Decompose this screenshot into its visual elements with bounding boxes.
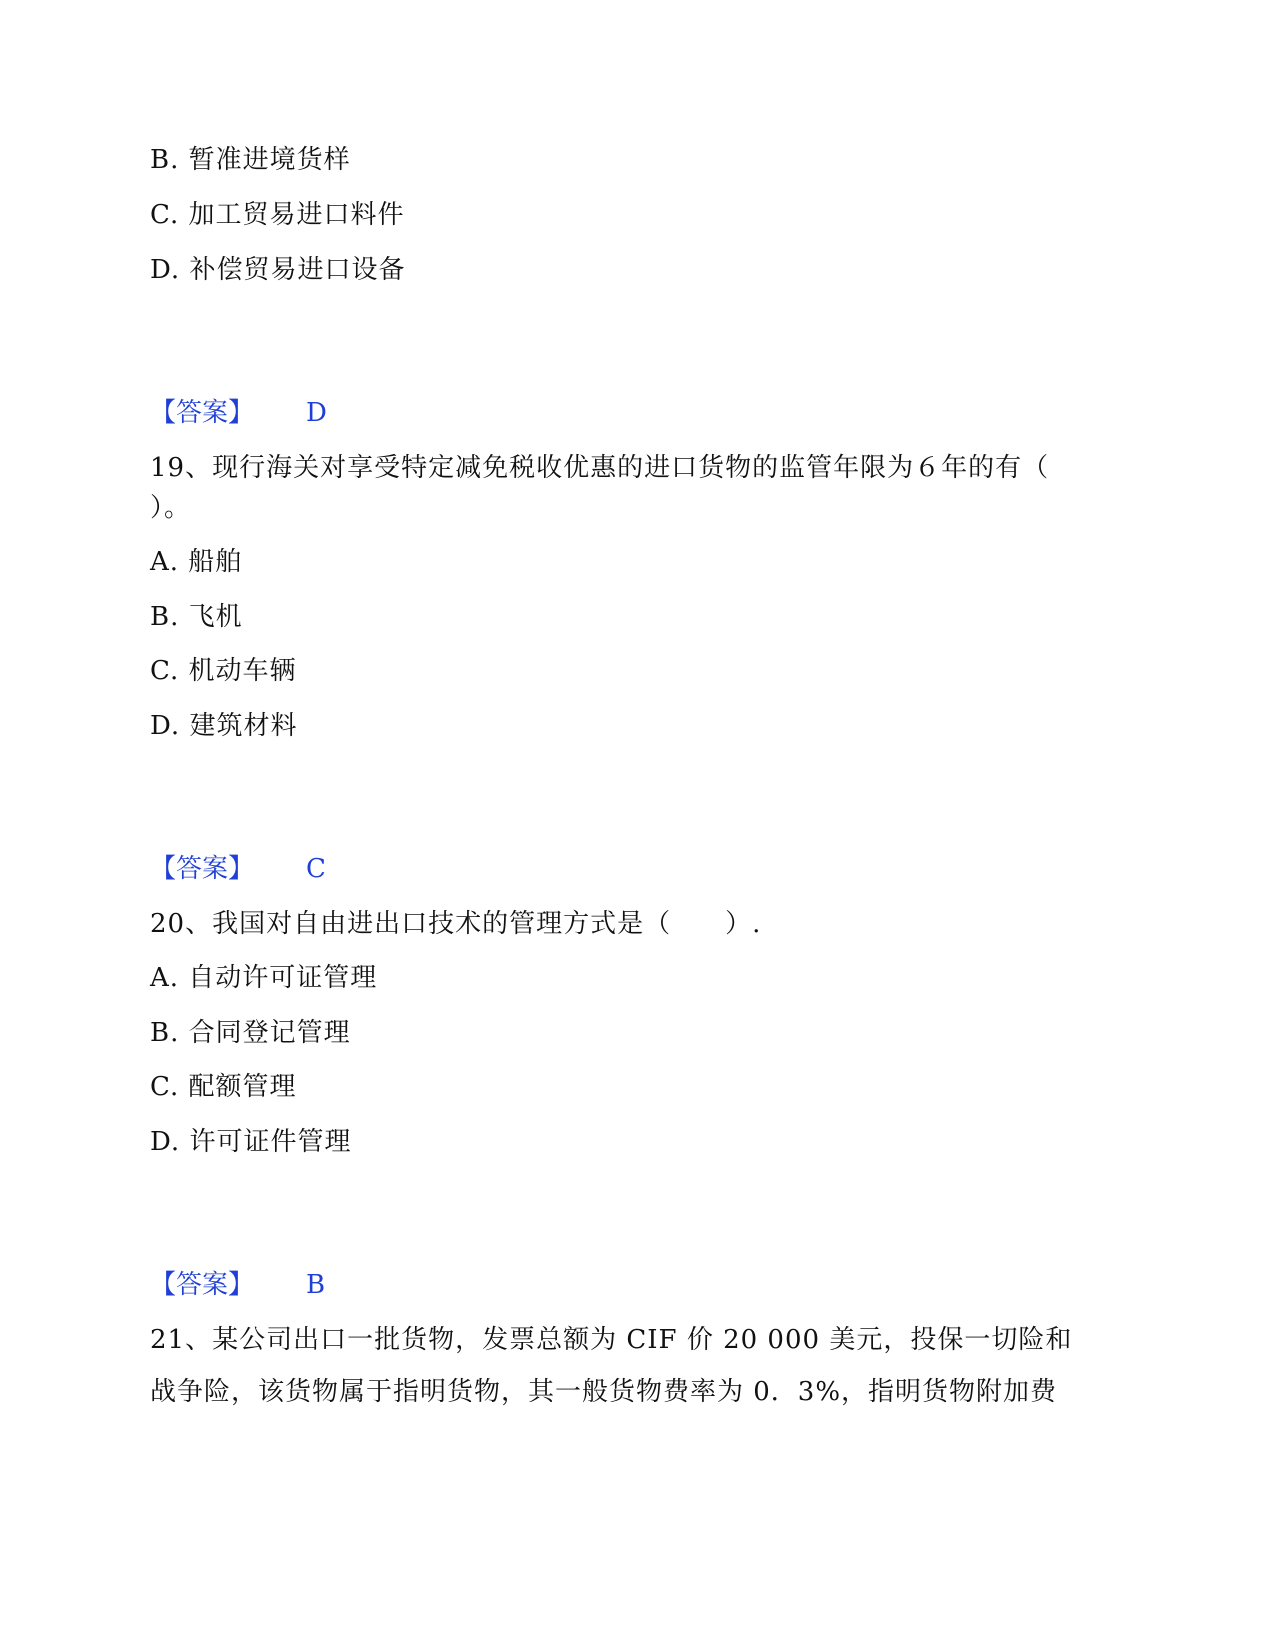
answer-tag: 【答案】 — [150, 398, 255, 428]
q18-option-b: B. 暂准进境货样 — [150, 145, 351, 175]
q19-option-c: C. 机动车辆 — [150, 656, 297, 686]
q20-option-a: A. 自动许可证管理 — [150, 963, 378, 993]
q19-question-line2: ）。 — [150, 493, 192, 523]
q19-option-a: A. 船舶 — [150, 547, 243, 577]
q19-answer — [150, 853, 326, 885]
q19-question-line1: 19、现行海关对享受特定减免税收优惠的进口货物的监管年限为６年的有（ — [150, 453, 1050, 483]
answer-tag: 【答案】 — [150, 854, 255, 884]
q21-question-line2: 战争险，该货物属于指明货物，其一般货物费率为 0．3%，指明货物附加费 — [150, 1377, 1058, 1407]
answer-value: B — [306, 1270, 326, 1300]
answer-value: D — [306, 398, 327, 428]
q20-option-d: D. 许可证件管理 — [150, 1127, 352, 1157]
q19-option-b: B. 飞机 — [150, 602, 243, 632]
q20-option-b: B. 合同登记管理 — [150, 1018, 351, 1048]
q20-question-line1: 20、我国对自由进出口技术的管理方式是（ ）. — [150, 909, 762, 939]
q18-answer — [150, 397, 327, 429]
q20-option-c: C. 配额管理 — [150, 1072, 297, 1102]
q18-option-c: C. 加工贸易进口料件 — [150, 200, 405, 230]
q19-option-d: D. 建筑材料 — [150, 711, 298, 741]
q18-option-d: D. 补偿贸易进口设备 — [150, 255, 406, 285]
q21-question-line1: 21、某公司出口一批货物，发票总额为 CIF 价 20 000 美元，投保一切险和 — [150, 1325, 1073, 1355]
answer-value: C — [306, 854, 326, 884]
answer-tag: 【答案】 — [150, 1270, 255, 1300]
q20-answer — [150, 1269, 325, 1301]
